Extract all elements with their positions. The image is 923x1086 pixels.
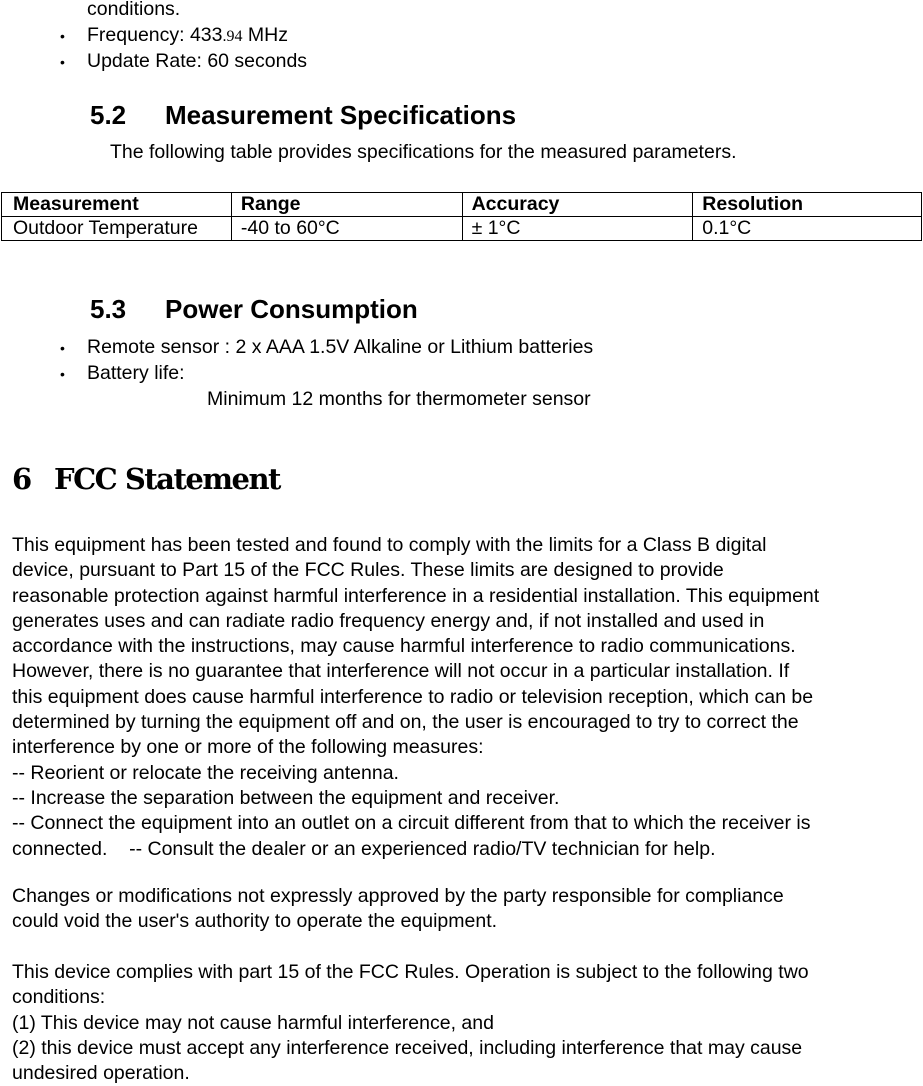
header-accuracy: Accuracy	[462, 193, 693, 217]
paragraph-line: -- Connect the equipment into an outlet on a circuit different from that to which the receiver is	[12, 812, 811, 835]
paragraph-line: -- Increase the separation between the equipment and receiver.	[12, 786, 560, 809]
paragraph-line: reasonable protection against harmful interference in a residential installation. This equipment	[12, 584, 820, 607]
battery-life-detail: Minimum 12 months for thermometer sensor	[207, 388, 591, 410]
paragraph-line: interference by one or more of the following measures:	[12, 736, 484, 759]
cell-accuracy: ± 1°C	[462, 217, 693, 241]
paragraph-line: However, there is no guarantee that interference will not occur in a particular installation. If	[12, 660, 790, 683]
table-row	[2, 217, 922, 241]
frequency-item: Frequency: 433.94 MHz	[87, 24, 289, 46]
bullet-icon: •	[60, 340, 65, 356]
measurement-spec-table	[1, 192, 922, 241]
update-rate-item: Update Rate: 60 seconds	[87, 50, 308, 72]
paragraph-line: conditions:	[12, 986, 106, 1009]
paragraph-line: accordance with the instructions, may cause harmful interference to radio communications.	[12, 635, 796, 658]
paragraph-line: (1) This device may not cause harmful interference, and	[12, 1011, 494, 1034]
paragraph-line: could void the user's authority to operate the equipment.	[12, 910, 498, 933]
paragraph-line: -- Reorient or relocate the receiving antenna.	[12, 761, 399, 784]
paragraph-line: This device complies with part 15 of the FCC Rules. Operation is subject to the following two	[12, 961, 809, 983]
section-5-2-intro: The following table provides specifications for the measured parameters.	[110, 141, 737, 163]
fcc-paragraph-3	[12, 960, 917, 1086]
fcc-paragraph-2	[12, 884, 917, 935]
bullet-icon: •	[60, 28, 65, 44]
paragraph-line: determined by turning the equipment off and on, the user is encouraged to try to correct the	[12, 711, 799, 734]
header-measurement: Measurement	[2, 193, 232, 217]
bullet-icon: •	[60, 366, 65, 382]
paragraph-line: generates uses and can radiate radio frequency energy and, if not installed and used in	[12, 609, 765, 632]
header-resolution: Resolution	[693, 193, 922, 217]
bullet-icon: •	[60, 54, 65, 70]
fcc-paragraph-1	[12, 533, 917, 862]
paragraph-line: (2) this device must accept any interference received, including interference that may cause	[12, 1036, 803, 1059]
continued-text: conditions.	[87, 0, 181, 20]
paragraph-line: connected. -- Consult the dealer or an experienced radio/TV technician for help.	[12, 837, 716, 860]
section-5-3-heading: 5.3 Power Consumption	[90, 294, 418, 324]
cell-resolution: 0.1°C	[693, 217, 922, 241]
remote-sensor-item: Remote sensor : 2 x AAA 1.5V Alkaline or Lithium batteries	[87, 336, 594, 358]
section-5-2-heading: 5.2 Measurement Specifications	[90, 100, 517, 130]
cell-range: -40 to 60°C	[231, 217, 462, 241]
battery-life-item: Battery life:	[87, 362, 185, 384]
paragraph-line: undesired operation.	[12, 1062, 190, 1085]
table-header-row	[2, 193, 922, 217]
header-range: Range	[231, 193, 462, 217]
paragraph-line: This equipment has been tested and found to comply with the limits for a Class B digital	[12, 534, 767, 556]
cell-measurement: Outdoor Temperature	[2, 217, 232, 241]
paragraph-line: device, pursuant to Part 15 of the FCC Rules. These limits are designed to provide	[12, 559, 724, 582]
paragraph-line: Changes or modifications not expressly approved by the party responsible for compliance	[12, 885, 784, 907]
section-6-heading: 6 FCC Statement	[12, 462, 280, 496]
paragraph-line: this equipment does cause harmful interference to radio or television reception, which can be	[12, 685, 814, 708]
